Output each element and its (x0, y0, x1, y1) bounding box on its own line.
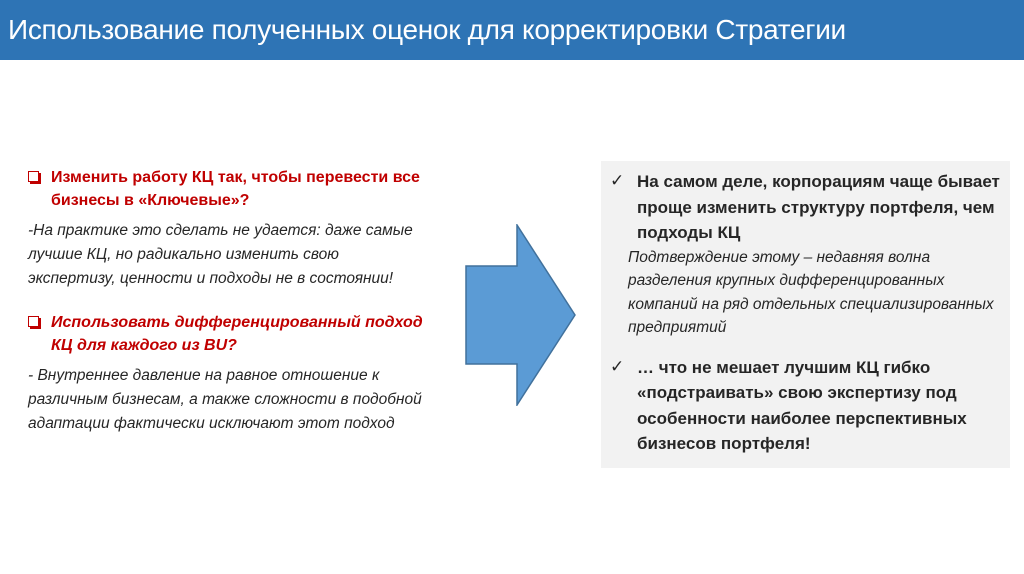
checkmark-icon: ✓ (610, 356, 625, 376)
conclusion-1-text: На самом деле, корпорациям чаще бывает проще изменить структуру портфеля, чем подходы КЦ (637, 172, 1000, 242)
question-1-note: -На практике это сделать не удается: даже самые лучшие КЦ, но радикально изменить свою экспертизу, ценности и подходы не в состоянии! (28, 222, 413, 287)
conclusion-item-1 (601, 169, 1010, 246)
conclusion-item-2 (601, 355, 1010, 457)
conclusion-1-note: Подтверждение этому – недавняя волна разделения крупных дифференцированных компаний на ряд отдельных специализированных предприятий (628, 248, 994, 336)
conclusion-2-text: … что не мешает лучшим КЦ гибко «подстраивать» свою экспертизу под особенности наиболее перспективных бизнесов портфеля! (637, 357, 967, 453)
title-bar (0, 0, 1024, 60)
question-1-text: Изменить работу КЦ так, чтобы перевести все бизнесы в «Ключевые»? (51, 169, 420, 209)
slide-title: Использование полученных оценок для корректировки Стратегии (8, 14, 846, 45)
question-2-text: Использовать дифференцированный подход КЦ для каждого из BU? (51, 314, 423, 354)
question-item-1 (28, 166, 428, 212)
checkbox-bullet-icon (28, 316, 39, 327)
question-item-2 (28, 311, 428, 357)
right-arrow-icon (465, 224, 577, 406)
conclusion-box (601, 161, 1010, 468)
checkbox-bullet-icon (28, 171, 39, 182)
question-2-note: - Внутреннее давление на равное отношение к различным бизнесам, а также сложности в подобной адаптации фактически исключают этот подход (28, 367, 422, 432)
left-column (28, 166, 428, 436)
checkmark-icon: ✓ (610, 171, 625, 190)
